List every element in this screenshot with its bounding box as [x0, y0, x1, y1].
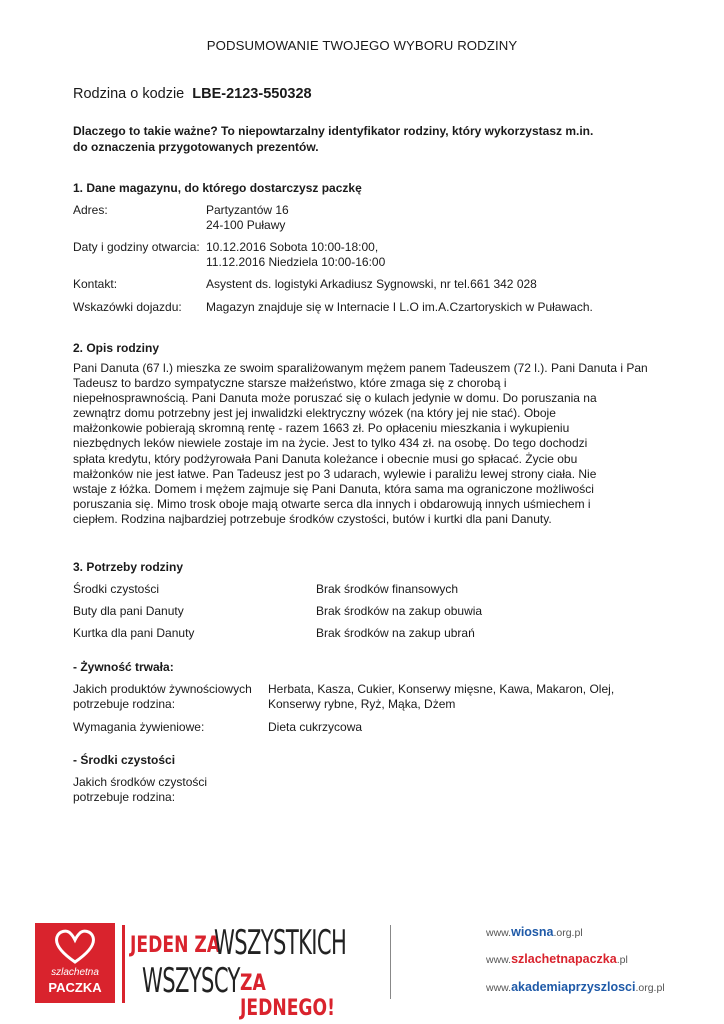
- slogan-wszyscy: WSZYSCY: [142, 961, 240, 1001]
- hours-label: Daty i godziny otwarcia:: [73, 240, 200, 254]
- need-reason: Brak środków finansowych: [316, 582, 459, 596]
- family-code: LBE-2123-550328: [192, 86, 312, 102]
- description-line: poruszania się. Mimo trosk oboje mają otwarte serca dla innych i obdarowują innych uśmiechem i: [73, 496, 591, 511]
- section-1-title: 1. Dane magazynu, do którego dostarczysz paczkę: [73, 181, 362, 195]
- section-2-title: 2. Opis rodziny: [73, 341, 160, 355]
- directions-value: Magazyn znajduje się w Internacie I L.O im.A.Czartoryskich w Puławach.: [206, 300, 593, 314]
- heart-icon: [53, 927, 97, 965]
- food-products-label-line-2: potrzebuje rodzina:: [73, 697, 176, 711]
- slogan-wszystkich: WSZYSTKICH: [214, 923, 347, 963]
- link-suffix: .pl: [616, 954, 628, 966]
- cleaning-label-line-2: potrzebuje rodzina:: [73, 790, 176, 804]
- food-products-line-2: Konserwy rybne, Ryż, Mąka, Dżem: [268, 697, 456, 711]
- cleaning-title: - Środki czystości: [73, 753, 176, 767]
- hours-value: [206, 240, 385, 270]
- need-item: Środki czystości: [73, 582, 160, 596]
- why-important-note: [73, 123, 663, 155]
- link-suffix: .org.pl: [635, 982, 665, 994]
- link-prefix: www.: [486, 982, 512, 994]
- need-reason: Brak środków na zakup obuwia: [316, 604, 483, 618]
- food-title: - Żywność trwała:: [73, 660, 174, 674]
- link-prefix: www.: [486, 927, 512, 939]
- link-name: wiosna: [511, 925, 554, 939]
- footer: [30, 915, 710, 1021]
- link-akademiaprzyszlosci[interactable]: [486, 980, 665, 994]
- link-szlachetnapaczka[interactable]: [486, 952, 628, 966]
- need-item: Kurtka dla pani Danuty: [73, 626, 195, 640]
- hours-line-2: 11.12.2016 Niedziela 10:00-16:00: [206, 255, 386, 269]
- hours-line-1: 10.12.2016 Sobota 10:00-18:00,: [206, 240, 379, 254]
- description-line: zewnątrz domu potrzebny jest jej inwalidzki elektryczny wózek (na który jej nie stać). Oboje: [73, 406, 556, 421]
- address-line-1: Partyzantów 16: [206, 203, 289, 217]
- cleaning-label: [73, 775, 207, 805]
- slogan-jeden-za: JEDEN ZA: [130, 933, 221, 958]
- description-line: małżonkowie pobierają skromną rentę - razem 1663 zł. Po opłaceniu mieszkania i wykupieniu: [73, 421, 570, 436]
- food-products-value: [268, 682, 614, 712]
- description-line: niezbędnych leków niewiele zostaje im na życie. Jest to tylko 434 zł. na osobę. Do tego dochodzi: [73, 436, 588, 451]
- slogan-za-jednego: ZA JEDNEGO!: [240, 971, 335, 1021]
- szlachetna-paczka-logo: [35, 923, 115, 1003]
- description-line: wstaje z łóżka. Domem i mężem zajmuje się Pani Danuta, która sama ma ograniczone możliwości: [73, 481, 594, 496]
- link-prefix: www.: [486, 954, 512, 966]
- link-wiosna[interactable]: [486, 925, 583, 939]
- family-code-line: [73, 86, 312, 102]
- description-line: spłata kredytu, który podżyrowała Pani Danuta koleżance i obecnie musi go spłacać. Życie obu: [73, 451, 578, 466]
- need-item: Buty dla pani Danuty: [73, 604, 184, 618]
- address-label: Adres:: [73, 203, 108, 217]
- contact-value: Asystent ds. logistyki Arkadiusz Sygnowski, nr tel.661 342 028: [206, 277, 537, 291]
- slogan: [122, 921, 392, 1021]
- description-line: niepełnosprawnością. Pani Danuta może poruszać się o kulach jedynie w domu. Do poruszania na: [73, 391, 597, 406]
- description-line: Tadeusz to bardzo sympatyczne starsze małżeństwo, które zmaga się z chorobą i: [73, 376, 507, 391]
- food-products-label: [73, 682, 252, 712]
- logo-line-1: szlachetna: [51, 967, 99, 978]
- directions-label: Wskazówki dojazdu:: [73, 300, 182, 314]
- description-line: ciepłem. Rodzina najbardziej potrzebuje środków czystości, butów i kurtki dla pani Danuty.: [73, 511, 552, 526]
- link-name: szlachetnapaczka: [511, 952, 617, 966]
- description-line: Pani Danuta (67 l.) mieszka ze swoim sparaliżowanym mężem panem Tadeuszem (72 l.). Pani Danuta i Pan: [73, 361, 648, 375]
- family-code-label: Rodzina o kodzie: [73, 86, 185, 102]
- section-3-title: 3. Potrzeby rodziny: [73, 560, 184, 574]
- food-products-label-line-1: Jakich produktów żywnościowych: [73, 682, 252, 696]
- why-line-2: do oznaczenia przygotowanych prezentów.: [73, 140, 319, 154]
- link-name: akademiaprzyszlosci: [511, 980, 636, 994]
- logo-line-2: PACZKA: [48, 980, 102, 995]
- description-line: małżonków nie jest łatwe. Pan Tadeusz jest po 3 udarach, wylewie i paraliżu lewej strony ciała. Nie: [73, 466, 597, 481]
- address-line-2: 24-100 Puławy: [206, 218, 286, 232]
- address-value: [206, 203, 289, 233]
- page-title: PODSUMOWANIE TWOJEGO WYBORU RODZINY: [206, 38, 518, 53]
- need-reason: Brak środków na zakup ubrań: [316, 626, 475, 640]
- why-line-1: Dlaczego to takie ważne? To niepowtarzalny identyfikator rodziny, który wykorzystasz m.in.: [73, 124, 594, 138]
- diet-value: Dieta cukrzycowa: [268, 720, 363, 734]
- diet-label: Wymagania żywieniowe:: [73, 720, 205, 734]
- link-suffix: .org.pl: [553, 927, 583, 939]
- cleaning-label-line-1: Jakich środków czystości: [73, 775, 208, 789]
- family-description: [73, 361, 663, 527]
- slogan-bar: [122, 925, 125, 1003]
- food-products-line-1: Herbata, Kasza, Cukier, Konserwy mięsne, Kawa, Makaron, Olej,: [268, 682, 615, 696]
- contact-label: Kontakt:: [73, 277, 118, 291]
- footer-divider: [390, 925, 391, 999]
